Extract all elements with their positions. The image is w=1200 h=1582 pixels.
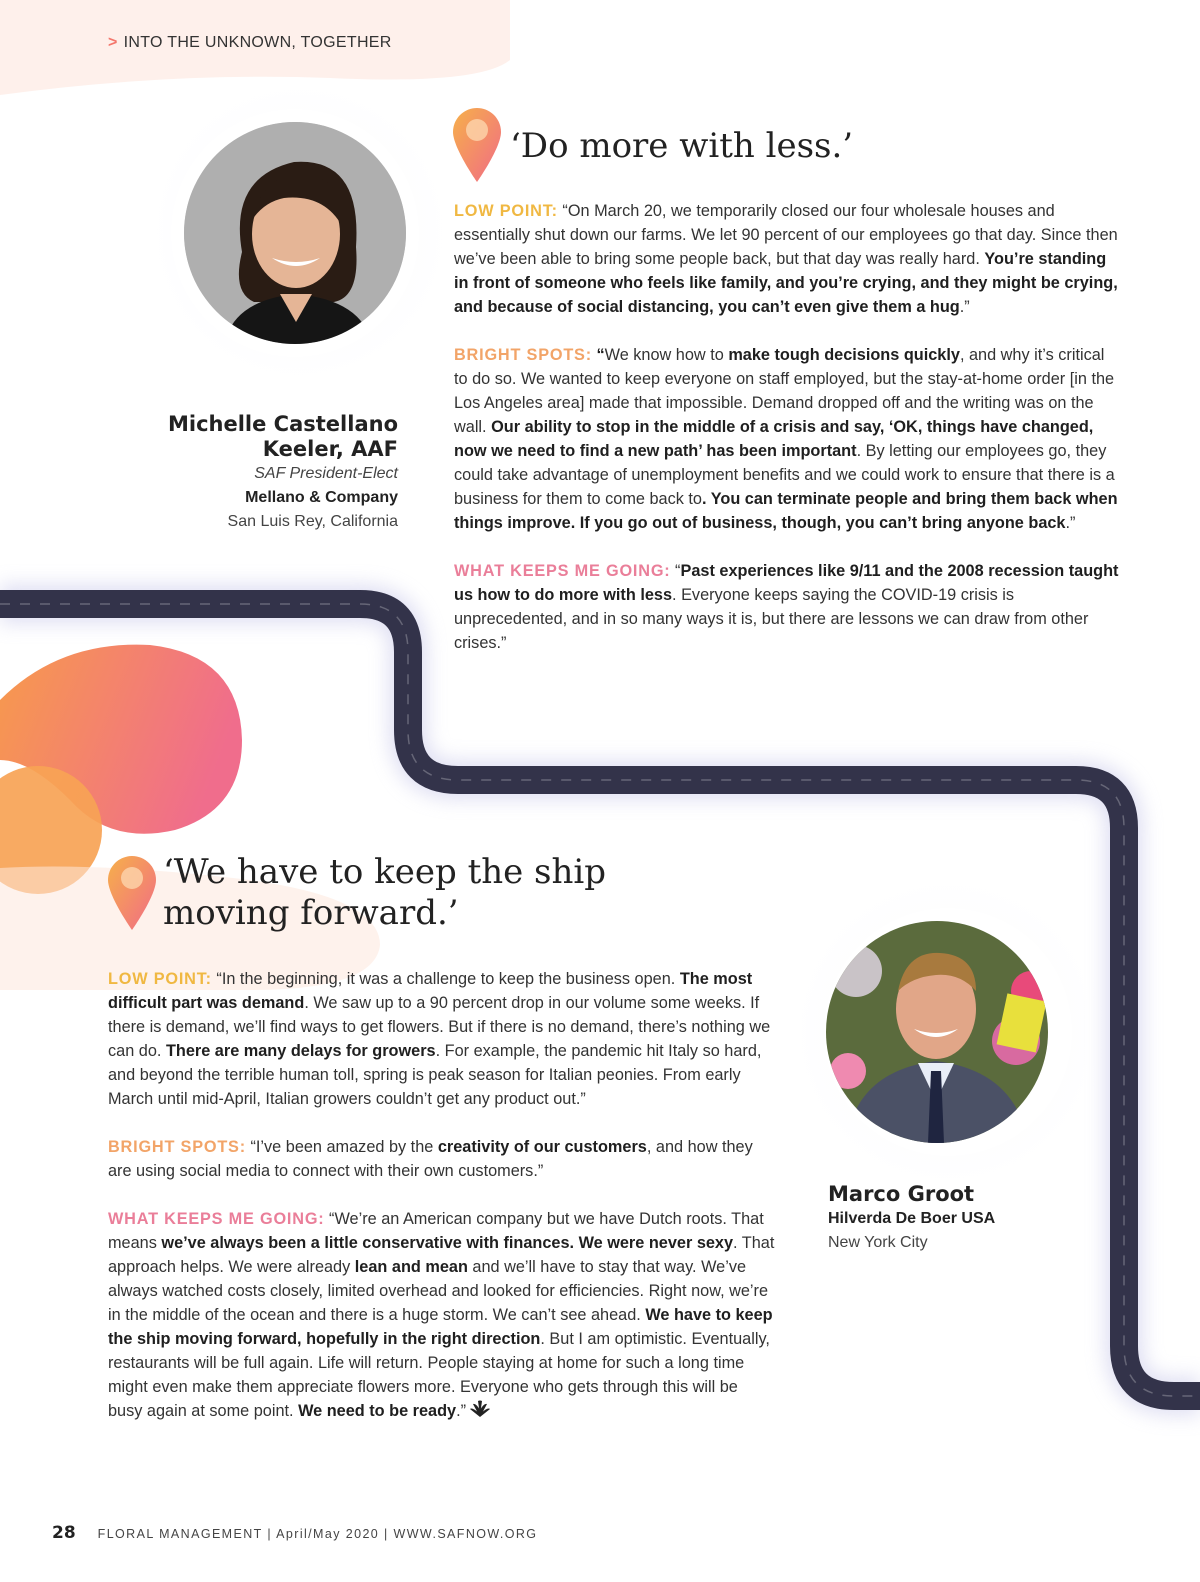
- profile2-low-point: [108, 967, 776, 1111]
- text-run: .”: [1065, 514, 1076, 532]
- person-name-line1: Michelle Castellano: [168, 412, 398, 436]
- bold-run: creativity of our customers: [437, 1138, 647, 1156]
- bold-run: Past experiences like 9/11 and the 2008 recession taught us how to do more with less: [454, 562, 1119, 604]
- low-point-label: LOW POINT:: [454, 202, 558, 220]
- headline-do-more: ‘Do more with less.’: [510, 126, 854, 166]
- text-run: “We’re an American company but we have Dutch roots. That means: [108, 1210, 764, 1252]
- text-run: . We saw up to a 90 percent drop in our volume some weeks. If there is demand, we’ll find ways to get flowers. But if there is no demand, there’s nothing we can do.: [108, 994, 771, 1060]
- text-run: We know how to: [604, 346, 729, 364]
- low-point-label: LOW POINT:: [108, 970, 212, 988]
- bold-run: make tough decisions quickly: [728, 346, 960, 364]
- bold-run: The most difficult part was demand: [108, 970, 753, 1012]
- person-company: Hilverda De Boer USA: [828, 1210, 996, 1227]
- text-run: “I’ve been amazed by the: [245, 1138, 438, 1156]
- avatar-michelle: [184, 122, 406, 344]
- text-run: , and how they are using social media to connect with their own customers.”: [108, 1138, 753, 1180]
- person-location: New York City: [828, 1234, 928, 1251]
- profile2-bright-spots: [108, 1135, 776, 1183]
- text-run: .”: [456, 1402, 467, 1420]
- person-location: San Luis Rey, California: [227, 513, 398, 530]
- text-run: . By letting our employees go, they could take advantage of unemployment benefits and we could work to ensure that there is a business for them to come back to: [454, 442, 1115, 508]
- text-run: “In the beginning, it was a challenge to keep the business open.: [211, 970, 680, 988]
- text-run: and we’ll have to stay that way. We’ve always watched costs closely, limited overhead and looked for efficiencies. Right now, we’re in the middle of the ocean and there is a huge storm. We can’t see ahead.: [108, 1258, 769, 1324]
- person-role: SAF President-Elect: [254, 465, 398, 482]
- page-number: 28: [52, 1523, 76, 1543]
- text-run: , and why it’s critical to do so. We wanted to keep everyone on staff employed, but the stay-at-home order [in the Los Angeles area] made that impossible. Demand dropped off and the writing was on the wall.: [454, 346, 1115, 436]
- section-tag-text: INTO THE UNKNOWN, TOGETHER: [123, 34, 392, 51]
- end-mark-icon: [470, 1400, 490, 1418]
- headline-line: ‘We have to keep the ship: [163, 852, 607, 892]
- keeps-going-label: WHAT KEEPS ME GOING:: [454, 562, 671, 580]
- bright-spots-label: BRIGHT SPOTS:: [108, 1138, 246, 1156]
- headline-keep-ship: [163, 852, 683, 934]
- profile2-body: [108, 967, 776, 1447]
- page-footer: [52, 1523, 537, 1543]
- profile2-keeps-going: [108, 1207, 776, 1423]
- person-name: Marco Groot: [828, 1182, 975, 1206]
- footer-text: FLORAL MANAGEMENT | April/May 2020 | WWW.SAFNOW.ORG: [97, 1527, 538, 1541]
- bold-run: “: [591, 346, 605, 364]
- bold-run: lean and mean: [354, 1258, 468, 1276]
- headline-line: moving forward.’: [163, 893, 459, 933]
- bold-run: We have to keep the ship moving forward, hopefully in the right direction: [108, 1306, 773, 1348]
- profile1-low-point: [454, 199, 1119, 319]
- bold-run: . You can terminate people and bring them back when things improve. If you go out of business, though, you can’t bring anyone back: [454, 490, 1118, 532]
- text-run: . That approach helps. We were already: [108, 1234, 775, 1276]
- text-run: “On March 20, we temporarily closed our four wholesale houses and essentially shut down our farms. We let 90 percent of our employees go that day. Since then we’ve been able to bring some people back, but that day was really hard.: [454, 202, 1118, 268]
- keeps-going-label: WHAT KEEPS ME GOING:: [108, 1210, 325, 1228]
- profile1-bright-spots: [454, 343, 1119, 535]
- text-run: . For example, the pandemic hit Italy so hard, and beyond the terrible human toll, spring is peak season for Italian peonies. From early March until mid-April, Italian growers couldn’t get any product out.”: [108, 1042, 762, 1108]
- map-pin-icon: [453, 108, 501, 182]
- person-name-line2: Keeler, AAF: [262, 437, 398, 461]
- bold-run: Our ability to stop in the middle of a crisis and say, ‘OK, things have changed, now we need to find a new path’ has been important: [454, 418, 1094, 460]
- text-run: .”: [959, 298, 970, 316]
- profile2-info: [828, 1182, 1128, 1255]
- section-tag: [108, 34, 392, 52]
- text-run: . But I am optimistic. Eventually, restaurants will be full again. Life will return. People staying at home for such a long time might even make them appreciate flowers more. Everyone who gets through this will be busy again at some point.: [108, 1330, 770, 1420]
- text-run: “: [670, 562, 681, 580]
- bright-spots-label: BRIGHT SPOTS:: [454, 346, 592, 364]
- bold-run: we’ve always been a little conservative with finances. We were never sexy: [161, 1234, 734, 1252]
- person-company: Mellano & Company: [245, 489, 398, 506]
- avatar-marco: [826, 921, 1048, 1143]
- chevron-right-icon: >: [108, 34, 118, 51]
- text-run: . Everyone keeps saying the COVID-19 crisis is unprecedented, and in so many ways it is, but there are lessons we can draw from other crises.”: [454, 586, 1089, 652]
- profile1-keeps-going: [454, 559, 1119, 655]
- profile1-info: [150, 412, 398, 534]
- bold-run: We need to be ready: [298, 1402, 457, 1420]
- bold-run: You’re standing in front of someone who feels like family, and you’re crying, and they might be crying, and because of social distancing, you can’t even give them a hug: [454, 250, 1118, 316]
- bold-run: There are many delays for growers: [165, 1042, 436, 1060]
- profile1-body: [454, 199, 1119, 679]
